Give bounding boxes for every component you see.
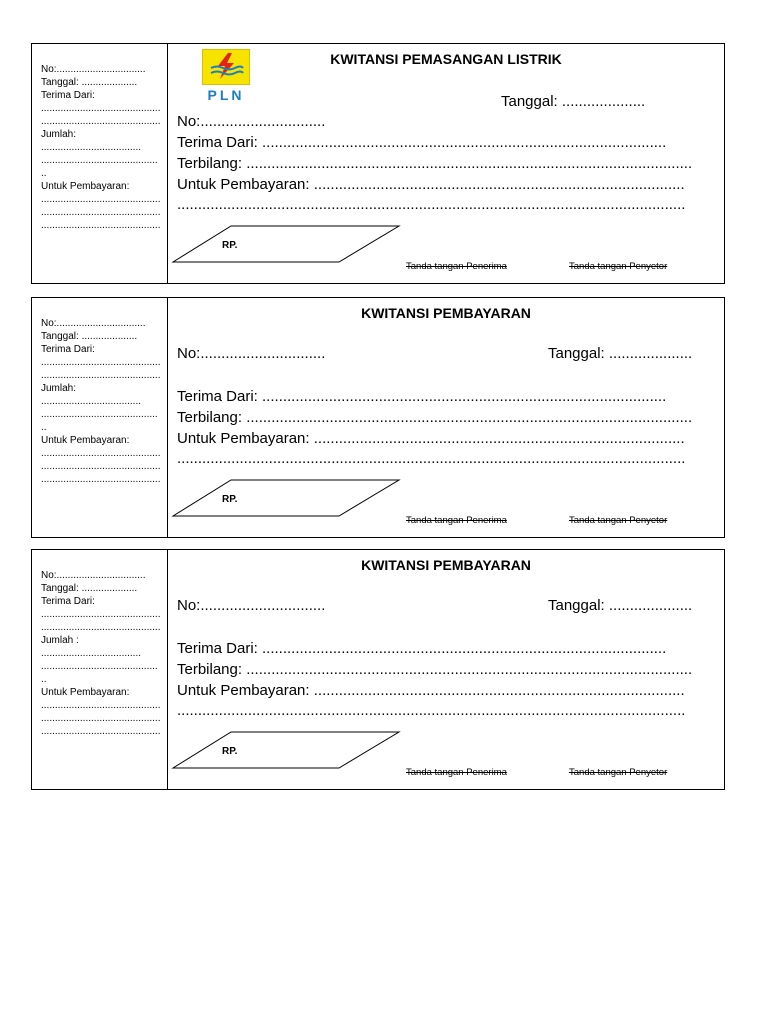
amount-box: [171, 730, 401, 770]
stub-dots: ...........................................: [41, 220, 161, 231]
untuk-pembayaran-field: Untuk Pembayaran: .........................................................................................: [177, 176, 685, 193]
stub-dots: ...........................................: [41, 713, 161, 724]
stub-dots: ....................................: [41, 142, 142, 153]
amount-rp-label: RP.: [222, 746, 238, 757]
terbilang-field: Terbilang: ...........................................................................................................: [177, 409, 693, 426]
stub-dots: ...........................................: [41, 622, 161, 633]
untuk-pembayaran-field: Untuk Pembayaran: .........................................................................................: [177, 682, 685, 699]
stub-dots: ...........................................: [41, 700, 161, 711]
stub-no: No:................................: [41, 64, 146, 75]
receipt-body: [168, 298, 724, 537]
stub-dots: ...........................................: [41, 116, 161, 127]
stub-dots: ...........................................: [41, 448, 161, 459]
date-field: Tanggal: ....................: [548, 597, 693, 614]
stub-dots: ...........................................: [41, 103, 161, 114]
stub-dots: ..........................................: [41, 409, 158, 420]
receipt-title: KWITANSI PEMBAYARAN: [361, 305, 531, 321]
stub-dots: ....................................: [41, 648, 142, 659]
stub-dots: ...........................................: [41, 609, 161, 620]
stub-dots: ..: [41, 168, 47, 179]
amount-box: [171, 224, 401, 264]
signature-penyetor: Tanda tangan Penyetor: [569, 515, 668, 526]
stub-untuk-pembayaran: Untuk Pembayaran:: [41, 181, 130, 192]
stub-tanggal: Tanggal: ....................: [41, 77, 138, 88]
date-field: Tanggal: ....................: [548, 345, 693, 362]
stub-dots: ..: [41, 674, 47, 685]
receipt-stub: [32, 298, 168, 537]
stub-dots: ..: [41, 422, 47, 433]
stub-dots: ...........................................: [41, 474, 161, 485]
signature-penyetor: Tanda tangan Penyetor: [569, 767, 668, 778]
stub-dots: ...........................................: [41, 461, 161, 472]
stub-no: No:................................: [41, 570, 146, 581]
stub-jumlah: Jumlah :: [41, 635, 79, 646]
untuk-pembayaran-field: Untuk Pembayaran: .........................................................................................: [177, 430, 685, 447]
stub-dots: ..........................................: [41, 661, 158, 672]
signature-penerima: Tanda tangan Penerima: [406, 767, 507, 778]
terima-dari-field: Terima Dari: .................................................................................................: [177, 640, 667, 657]
receipt-pembayaran: [31, 549, 725, 790]
receipt-title: KWITANSI PEMBAYARAN: [361, 557, 531, 573]
terbilang-field: Terbilang: ...........................................................................................................: [177, 155, 693, 172]
receipt-body: [168, 550, 724, 789]
stub-terima-dari: Terima Dari:: [41, 596, 95, 607]
no-field: No:..............................: [177, 597, 326, 614]
terima-dari-field: Terima Dari: .................................................................................................: [177, 388, 667, 405]
stub-dots: ...........................................: [41, 726, 161, 737]
terbilang-field: Terbilang: ...........................................................................................................: [177, 661, 693, 678]
stub-untuk-pembayaran: Untuk Pembayaran:: [41, 687, 130, 698]
stub-dots: ...........................................: [41, 207, 161, 218]
extra-dots-line: ..........................................................................................................................: [177, 196, 686, 213]
stub-tanggal: Tanggal: ....................: [41, 583, 138, 594]
signature-penyetor: Tanda tangan Penyetor: [569, 261, 668, 272]
pln-logo-text: PLN: [207, 87, 245, 103]
amount-rp-label: RP.: [222, 240, 238, 251]
stub-dots: ...........................................: [41, 370, 161, 381]
receipt-stub: [32, 550, 168, 789]
amount-rp-label: RP.: [222, 494, 238, 505]
signature-penerima: Tanda tangan Penerima: [406, 515, 507, 526]
stub-dots: ..........................................: [41, 155, 158, 166]
receipt-pemasangan-listrik: [31, 43, 725, 284]
stub-untuk-pembayaran: Untuk Pembayaran:: [41, 435, 130, 446]
receipt-stub: [32, 44, 168, 283]
stub-terima-dari: Terima Dari:: [41, 90, 95, 101]
stub-dots: ....................................: [41, 396, 142, 407]
stub-jumlah: Jumlah:: [41, 129, 77, 140]
amount-box: [171, 478, 401, 518]
receipt-pembayaran: [31, 297, 725, 538]
stub-tanggal: Tanggal: ....................: [41, 331, 138, 342]
stub-jumlah: Jumlah:: [41, 383, 77, 394]
receipt-body: [168, 44, 724, 283]
terima-dari-field: Terima Dari: .................................................................................................: [177, 134, 667, 151]
no-field: No:..............................: [177, 113, 326, 130]
stub-dots: ...........................................: [41, 194, 161, 205]
extra-dots-line: ..........................................................................................................................: [177, 702, 686, 719]
stub-dots: ...........................................: [41, 357, 161, 368]
signature-penerima: Tanda tangan Penerima: [406, 261, 507, 272]
stub-terima-dari: Terima Dari:: [41, 344, 95, 355]
extra-dots-line: ..........................................................................................................................: [177, 450, 686, 467]
no-field: No:..............................: [177, 345, 326, 362]
receipt-title: KWITANSI PEMASANGAN LISTRIK: [330, 51, 562, 67]
date-field: Tanggal: ....................: [501, 93, 646, 110]
stub-no: No:................................: [41, 318, 146, 329]
